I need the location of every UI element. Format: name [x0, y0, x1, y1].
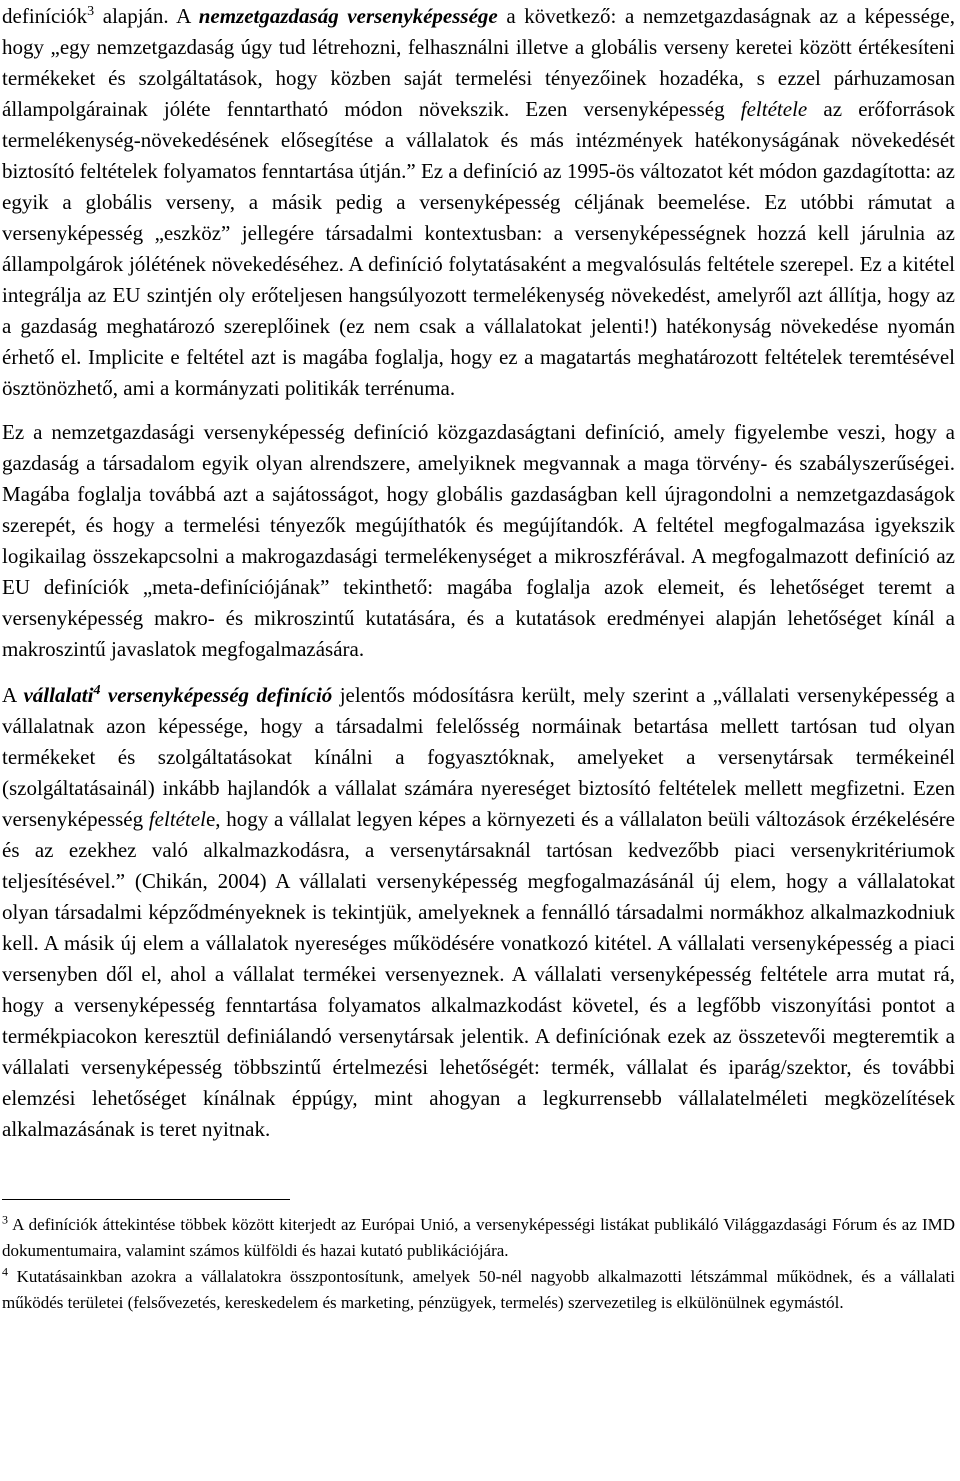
text-segment: versenyképesség definíció: [100, 683, 333, 707]
text-segment: feltétel: [148, 807, 206, 831]
footnote-3: [2, 1212, 955, 1264]
text-segment: alapján. A: [94, 4, 199, 28]
text-segment: a következő: a nemzetgazdaságnak az a képessége, hogy „egy nemzetgazdaság úgy tud létrehozni, felhasználni illetve a globális verseny keretei között értékesíteni termékeket és szolgáltatások, hogy közben saját termelési tényezőinek hozadéka, s ezzel párhuzamosan állampolgárainak jóléte fenntartható módon növekszik. Ezen versenyképesség: [2, 4, 955, 121]
text-segment: A: [2, 683, 24, 707]
footnote-4-marker: 4: [2, 1264, 8, 1279]
footnote-4: [2, 1264, 955, 1316]
footnotes: [2, 1212, 955, 1316]
paragraph-company-competitiveness: [2, 680, 955, 1145]
text-segment: nemzetgazdaság versenyképessége: [198, 4, 498, 28]
text-segment: definíciók: [2, 4, 88, 28]
text-segment: jelentős módosításra került, mely szerint a „vállalati versenyképesség a vállalatnak azon képessége, hogy a társadalmi felelősség normáinak betartása mellett tartósan tud olyan termékeket és szolgáltatásokat kínálni a fogyasztóknak, amelyeket a versenytársak termékeinél (szolgáltatásainál) inkább hajlandók a vállalat számára nyereséget biztosító feltételek mellett megfizetni. Ezen versenyképesség: [2, 683, 955, 831]
text-segment: feltétele: [740, 97, 808, 121]
paragraph-national-competitiveness: [2, 1, 955, 404]
footnote-4-text: Kutatásainkban azokra a vállalatokra összpontosítunk, amelyek 50-nél nagyobb alkalmazotti létszámmal működnek, és a vállalati működés területei (felsővezetés, kereskedelem és marketing, pénzügyek, termelés) szervezetileg is elkülönülnek egymástól.: [2, 1267, 955, 1312]
footnote-3-marker: 3: [2, 1212, 8, 1227]
text-segment: Ez a nemzetgazdasági versenyképesség definíció közgazdaságtani definíció, amely figyelembe veszi, hogy a gazdaság a társadalom egyik olyan alrendszere, amelyiknek megvannak a maga törvény- és szabályszerűségei. Magába foglalja továbbá azt a sajátosságot, hogy globális gazdaságban kell újragondolni a nemzetgazdaságok szerepét, és hogy a termelési tényezők megújíthatók és megújítandók. A feltétel megfogalmazása igyekszik logikailag összekapcsolni a makrogazdasági termelékenységet a mikroszférával. A megfogalmazott definíció az EU definíciók „meta-definíciójának” tekinthető: magába foglalja azok elemeit, és lehetőséget teremt a versenyképesség makro- és mikroszintű kutatására, és a kutatások eredményei alapján lehetőséget kínál a makroszintű javaslatok megfogalmazására.: [2, 420, 955, 661]
text-segment: e, hogy a vállalat legyen képes a környezeti és a vállalaton beüli változások érzékelésére és az ezekhez való alkalmazkodásra, a versenytársaknál tartósan kedvezőbb piaci versenykritériumok teljesítésével.” (Chikán, 2004) A vállalati versenyképesség megfogalmazásánál új elem, hogy a vállalatokat olyan társadalmi képződményeknek is tekintjük, amelyeknek a fennálló társadalmi normákhoz alkalmazkodniuk kell. A másik új elem a vállalatok nyereséges működésére vonatkozó kitétel. A vállalati versenyképesség a piaci versenyben dől el, ahol a vállalat termékei versenyeznek. A vállalati versenyképesség feltétele arra mutat rá, hogy a versenyképesség fenntartása folyamatos alkalmazkodást követel, és a legfőbb viszonyítási pontot a termékpiacokon keresztül definiálandó versenytársak jelentik. A definíciónak ezek az összetevői megteremtik a vállalati versenyképesség többszintű értelmezési lehetőségét: termék, vállalat és iparág/szektor, és további elemzési lehetőséget kínálnak éppúgy, mint ahogyan a legkurrensebb vállalatelméleti megközelítések alkalmazásának is teret nyitnak.: [2, 807, 955, 1141]
document-page: [2, 0, 955, 1316]
footnote-reference: 3: [87, 4, 95, 19]
paragraph-economic-definition: [2, 417, 955, 665]
text-segment: vállalati: [23, 683, 94, 707]
footnote-reference: 4: [93, 683, 101, 698]
footnote-separator: [2, 1199, 290, 1200]
footnote-3-text: A definíciók áttekintése többek között kiterjedt az Európai Unió, a versenyképességi listákat publikáló Világgazdasági Fórum és az IMD dokumentumaira, valamint számos külföldi és hazai kutató publikációjára.: [2, 1215, 955, 1260]
text-segment: az erőforrások termelékenység-növekedésének elősegítése a vállalatok és más intézmények hatékonyságának növekedését biztosító feltételek folyamatos fenntartása útján.” Ez a definíció az 1995-ös változatot két módon gazdagította: az egyik a globális verseny, a másik pedig a versenyképesség céljának beemelése. Ez utóbbi rámutat a versenyképesség „eszköz” jellegére társadalmi kontextusban: a versenyképességnek hozzá kell járulnia az állampolgárok jólétének növekedéséhez. A definíció folytatásaként a megvalósulás feltétele szerepel. Ez a kitétel integrálja az EU szintjén oly erőteljesen hangsúlyozott termelékenység növekedést, amelyről azt állítja, hogy az a gazdaság meghatározó szereplőinek (ez nem csak a vállalatokat jelenti!) hatékonyság növekedése nyomán érhető el. Implicite e feltétel azt is magába foglalja, hogy ez a magatartás meghatározott feltételek teremtésével ösztönözhető, ami a kormányzati politikák terrénuma.: [2, 97, 955, 400]
